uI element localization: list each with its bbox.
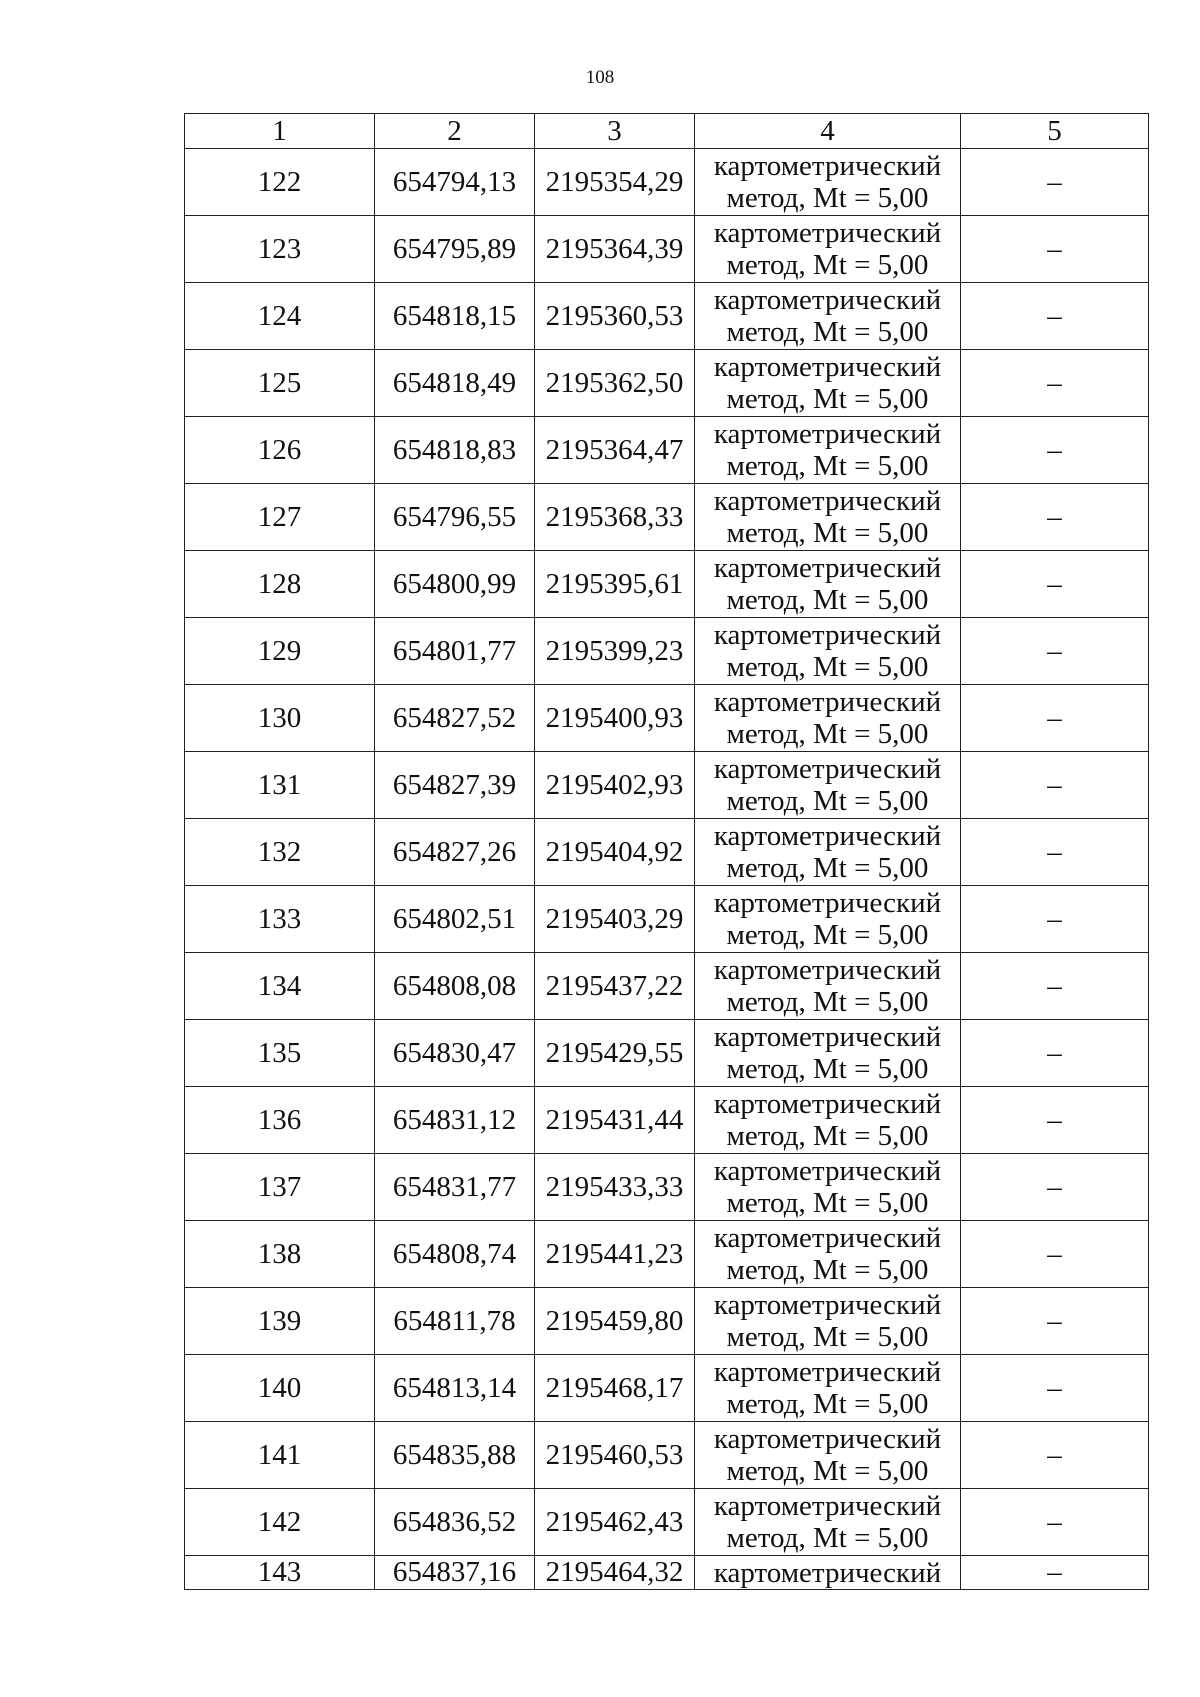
y-coordinate-cell: 2195360,53 — [535, 283, 695, 350]
point-number-cell: 141 — [185, 1422, 375, 1489]
y-coordinate-cell: 2195402,93 — [535, 752, 695, 819]
note-cell: – — [961, 752, 1149, 819]
y-coordinate-cell: 2195354,29 — [535, 149, 695, 216]
y-coordinate-cell: 2195364,47 — [535, 417, 695, 484]
point-number-cell: 129 — [185, 618, 375, 685]
table-row — [185, 149, 1149, 216]
table-row — [185, 1422, 1149, 1489]
note-cell: – — [961, 886, 1149, 953]
point-number-cell: 127 — [185, 484, 375, 551]
x-coordinate-cell: 654831,77 — [375, 1154, 535, 1221]
method-line: метод, Mt = 5,00 — [726, 718, 929, 750]
y-coordinate-cell: 2195404,92 — [535, 819, 695, 886]
method-line: метод, Mt = 5,00 — [726, 1321, 929, 1353]
header-col-5: 5 — [961, 114, 1149, 149]
y-coordinate-cell: 2195362,50 — [535, 350, 695, 417]
y-coordinate-cell: 2195431,44 — [535, 1087, 695, 1154]
y-coordinate-cell: 2195368,33 — [535, 484, 695, 551]
method-line: картометрический — [713, 820, 942, 852]
note-cell: – — [961, 685, 1149, 752]
method-line: метод, Mt = 5,00 — [726, 1455, 929, 1487]
method-cell — [695, 685, 961, 752]
x-coordinate-cell: 654801,77 — [375, 618, 535, 685]
method-cell — [695, 752, 961, 819]
method-line: метод, Mt = 5,00 — [726, 1187, 929, 1219]
header-col-3: 3 — [535, 114, 695, 149]
method-line: картометрический — [713, 1155, 942, 1187]
point-number-cell: 142 — [185, 1489, 375, 1556]
note-cell: – — [961, 1556, 1149, 1590]
table-row — [185, 1020, 1149, 1087]
note-cell: – — [961, 216, 1149, 283]
method-line: метод, Mt = 5,00 — [726, 986, 929, 1018]
x-coordinate-cell: 654818,83 — [375, 417, 535, 484]
method-cell — [695, 350, 961, 417]
method-line: картометрический — [713, 887, 942, 919]
y-coordinate-cell: 2195437,22 — [535, 953, 695, 1020]
point-number-cell: 131 — [185, 752, 375, 819]
point-number-cell: 132 — [185, 819, 375, 886]
point-number-cell: 140 — [185, 1355, 375, 1422]
method-line: метод, Mt = 5,00 — [726, 450, 929, 482]
note-cell: – — [961, 618, 1149, 685]
method-cell — [695, 1154, 961, 1221]
table-row — [185, 819, 1149, 886]
point-number-cell: 125 — [185, 350, 375, 417]
method-line: картометрический — [713, 753, 942, 785]
method-line: картометрический — [713, 284, 942, 316]
x-coordinate-cell: 654837,16 — [375, 1556, 535, 1590]
method-cell — [695, 149, 961, 216]
method-cell — [695, 1020, 961, 1087]
method-line: метод, Mt = 5,00 — [726, 182, 929, 214]
method-line: картометрический — [713, 418, 942, 450]
table-row — [185, 1154, 1149, 1221]
point-number-cell: 134 — [185, 953, 375, 1020]
point-number-cell: 137 — [185, 1154, 375, 1221]
point-number-cell: 130 — [185, 685, 375, 752]
table-row — [185, 752, 1149, 819]
method-line: метод, Mt = 5,00 — [726, 651, 929, 683]
method-cell — [695, 1556, 961, 1590]
method-cell — [695, 484, 961, 551]
table-row — [185, 953, 1149, 1020]
note-cell: – — [961, 484, 1149, 551]
y-coordinate-cell: 2195464,32 — [535, 1556, 695, 1590]
y-coordinate-cell: 2195429,55 — [535, 1020, 695, 1087]
table-row — [185, 1087, 1149, 1154]
point-number-cell: 143 — [185, 1556, 375, 1590]
x-coordinate-cell: 654830,47 — [375, 1020, 535, 1087]
table-header-row — [185, 114, 1149, 149]
method-line: картометрический — [713, 1423, 942, 1455]
point-number-cell: 133 — [185, 886, 375, 953]
method-line: картометрический — [713, 1490, 942, 1522]
method-line: картометрический — [713, 619, 942, 651]
note-cell: – — [961, 149, 1149, 216]
method-cell — [695, 551, 961, 618]
table-row — [185, 417, 1149, 484]
point-number-cell: 136 — [185, 1087, 375, 1154]
x-coordinate-cell: 654796,55 — [375, 484, 535, 551]
y-coordinate-cell: 2195462,43 — [535, 1489, 695, 1556]
x-coordinate-cell: 654827,52 — [375, 685, 535, 752]
point-number-cell: 139 — [185, 1288, 375, 1355]
table-row — [185, 216, 1149, 283]
x-coordinate-cell: 654794,13 — [375, 149, 535, 216]
x-coordinate-cell: 654795,89 — [375, 216, 535, 283]
method-line: картометрический — [713, 485, 942, 517]
note-cell: – — [961, 1288, 1149, 1355]
method-cell — [695, 819, 961, 886]
x-coordinate-cell: 654800,99 — [375, 551, 535, 618]
y-coordinate-cell: 2195459,80 — [535, 1288, 695, 1355]
x-coordinate-cell: 654818,49 — [375, 350, 535, 417]
point-number-cell: 126 — [185, 417, 375, 484]
y-coordinate-cell: 2195364,39 — [535, 216, 695, 283]
note-cell: – — [961, 1221, 1149, 1288]
x-coordinate-cell: 654802,51 — [375, 886, 535, 953]
page-number: 108 — [585, 67, 615, 88]
y-coordinate-cell: 2195399,23 — [535, 618, 695, 685]
table-row — [185, 283, 1149, 350]
table-row — [185, 1221, 1149, 1288]
y-coordinate-cell: 2195468,17 — [535, 1355, 695, 1422]
table-row — [185, 350, 1149, 417]
header-col-2: 2 — [375, 114, 535, 149]
method-line: картометрический — [713, 217, 942, 249]
note-cell: – — [961, 551, 1149, 618]
table-row — [185, 1355, 1149, 1422]
method-cell — [695, 283, 961, 350]
method-line: метод, Mt = 5,00 — [726, 584, 929, 616]
method-line: метод, Mt = 5,00 — [726, 249, 929, 281]
method-line: картометрический — [713, 1088, 942, 1120]
y-coordinate-cell: 2195433,33 — [535, 1154, 695, 1221]
y-coordinate-cell: 2195400,93 — [535, 685, 695, 752]
method-line: картометрический — [713, 351, 942, 383]
method-cell — [695, 1087, 961, 1154]
note-cell: – — [961, 1489, 1149, 1556]
method-cell — [695, 1355, 961, 1422]
x-coordinate-cell: 654818,15 — [375, 283, 535, 350]
x-coordinate-cell: 654831,12 — [375, 1087, 535, 1154]
note-cell: – — [961, 1087, 1149, 1154]
table-row — [185, 1556, 1149, 1590]
note-cell: – — [961, 1020, 1149, 1087]
method-cell — [695, 1422, 961, 1489]
method-cell — [695, 417, 961, 484]
note-cell: – — [961, 417, 1149, 484]
method-line: картометрический — [713, 1021, 942, 1053]
method-line: картометрический — [713, 954, 942, 986]
y-coordinate-cell: 2195403,29 — [535, 886, 695, 953]
method-line: метод, Mt = 5,00 — [726, 383, 929, 415]
note-cell: – — [961, 1355, 1149, 1422]
table-row — [185, 685, 1149, 752]
method-line: метод, Mt = 5,00 — [726, 517, 929, 549]
method-line: метод, Mt = 5,00 — [726, 852, 929, 884]
method-cell — [695, 953, 961, 1020]
x-coordinate-cell: 654836,52 — [375, 1489, 535, 1556]
x-coordinate-cell: 654827,39 — [375, 752, 535, 819]
point-number-cell: 122 — [185, 149, 375, 216]
x-coordinate-cell: 654808,74 — [375, 1221, 535, 1288]
table-body — [185, 149, 1149, 1590]
point-number-cell: 124 — [185, 283, 375, 350]
method-cell — [695, 1288, 961, 1355]
table-row — [185, 886, 1149, 953]
y-coordinate-cell: 2195460,53 — [535, 1422, 695, 1489]
x-coordinate-cell: 654808,08 — [375, 953, 535, 1020]
y-coordinate-cell: 2195441,23 — [535, 1221, 695, 1288]
method-line: метод, Mt = 5,00 — [726, 1254, 929, 1286]
table-row — [185, 1489, 1149, 1556]
method-cell — [695, 618, 961, 685]
method-line: картометрический — [713, 552, 942, 584]
note-cell: – — [961, 1154, 1149, 1221]
point-number-cell: 128 — [185, 551, 375, 618]
method-line: картометрический — [713, 1222, 942, 1254]
method-cell — [695, 1221, 961, 1288]
method-line: метод, Mt = 5,00 — [726, 316, 929, 348]
note-cell: – — [961, 350, 1149, 417]
y-coordinate-cell: 2195395,61 — [535, 551, 695, 618]
method-cell — [695, 1489, 961, 1556]
x-coordinate-cell: 654813,14 — [375, 1355, 535, 1422]
table-row — [185, 484, 1149, 551]
method-line: картометрический — [713, 1289, 942, 1321]
table-row — [185, 618, 1149, 685]
x-coordinate-cell: 654835,88 — [375, 1422, 535, 1489]
method-line: метод, Mt = 5,00 — [726, 1388, 929, 1420]
point-number-cell: 135 — [185, 1020, 375, 1087]
table-row — [185, 1288, 1149, 1355]
note-cell: – — [961, 953, 1149, 1020]
method-line: метод, Mt = 5,00 — [726, 1120, 929, 1152]
x-coordinate-cell: 654827,26 — [375, 819, 535, 886]
method-line: картометрический — [713, 150, 942, 182]
note-cell: – — [961, 283, 1149, 350]
note-cell: – — [961, 819, 1149, 886]
method-cell — [695, 216, 961, 283]
point-number-cell: 138 — [185, 1221, 375, 1288]
x-coordinate-cell: 654811,78 — [375, 1288, 535, 1355]
note-cell: – — [961, 1422, 1149, 1489]
point-number-cell: 123 — [185, 216, 375, 283]
method-line: картометрический — [713, 1356, 942, 1388]
method-line: метод, Mt = 5,00 — [726, 919, 929, 951]
method-line: метод, Mt = 5,00 — [726, 785, 929, 817]
method-line: картометрический — [713, 686, 942, 718]
coordinates-table — [184, 113, 1149, 1590]
method-cell — [695, 886, 961, 953]
header-col-4: 4 — [695, 114, 961, 149]
table-row — [185, 551, 1149, 618]
method-line: картометрический — [713, 1556, 942, 1589]
method-line: метод, Mt = 5,00 — [726, 1053, 929, 1085]
method-line: метод, Mt = 5,00 — [726, 1522, 929, 1554]
header-col-1: 1 — [185, 114, 375, 149]
